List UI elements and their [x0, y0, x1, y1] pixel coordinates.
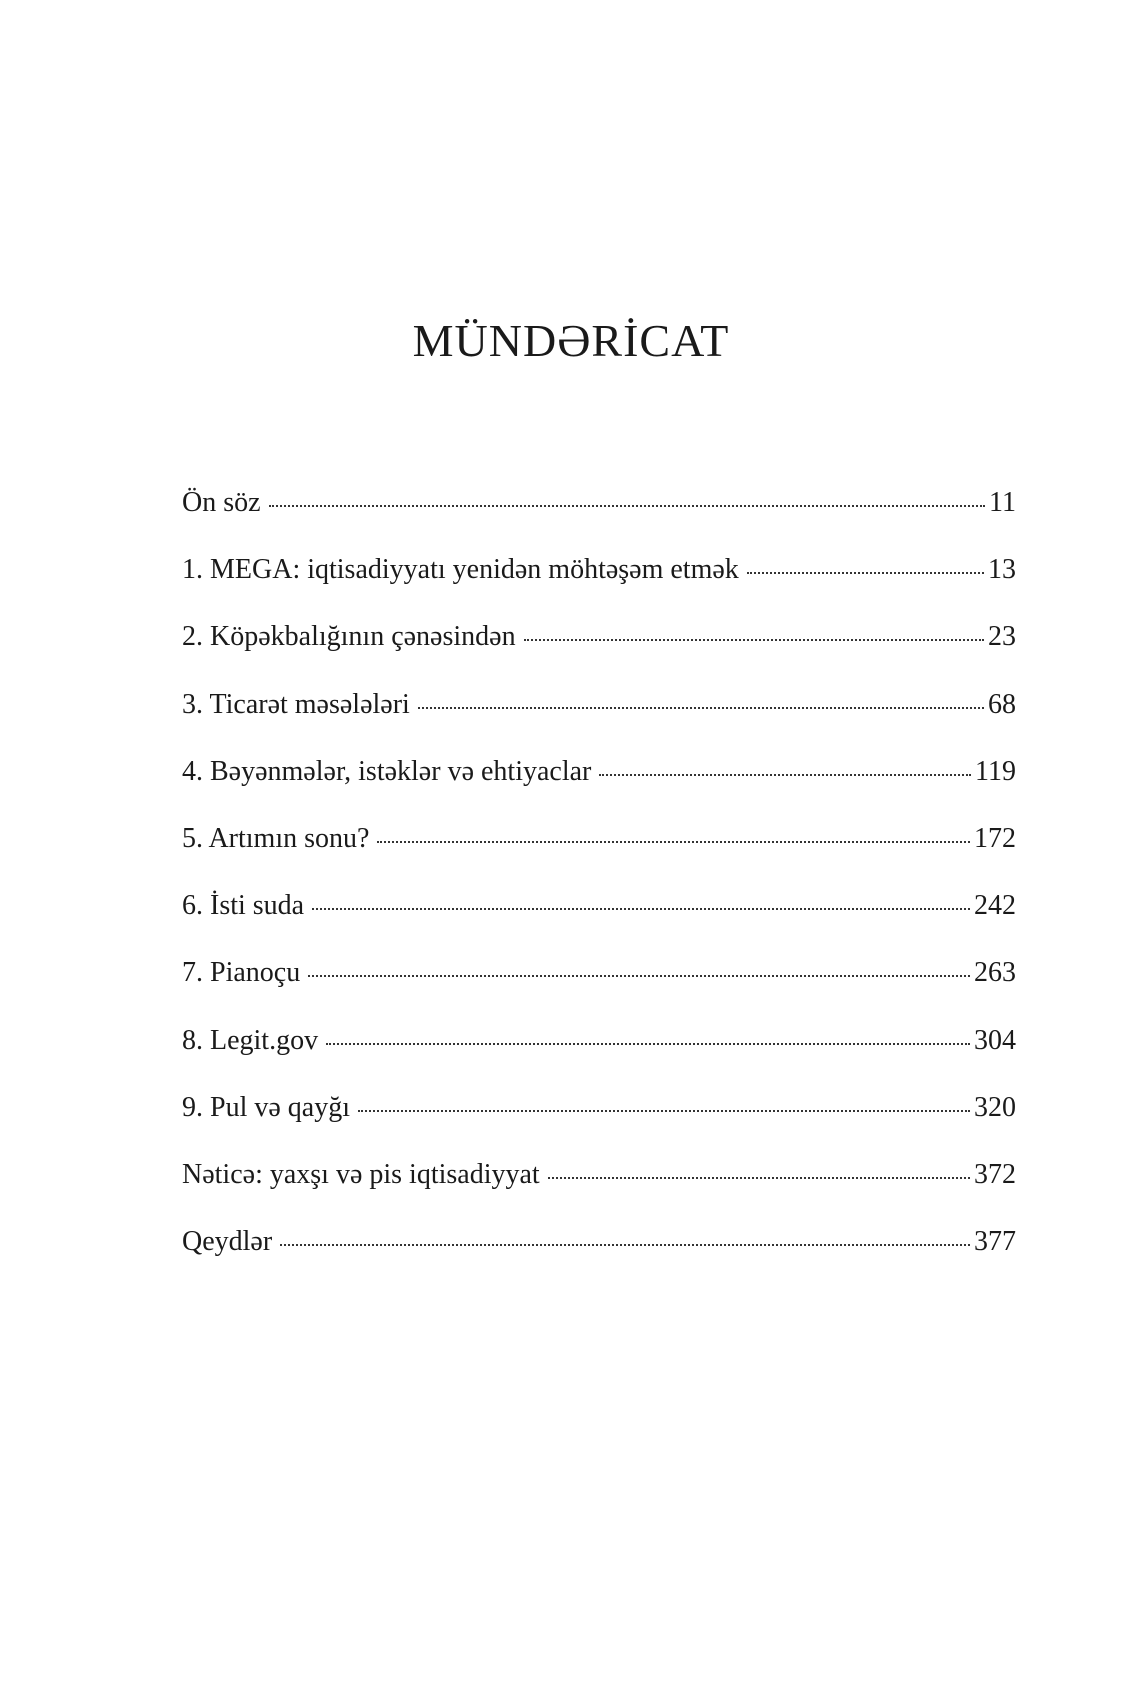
dot-leader [599, 774, 971, 776]
toc-entry-page-number: 372 [974, 1158, 1016, 1190]
toc-entry-label: Nəticə: yaxşı və pis iqtisadiyyat [182, 1158, 540, 1190]
dot-leader [280, 1244, 970, 1246]
toc-entry-page-number: 320 [974, 1091, 1016, 1123]
toc-entry-label: 1. MEGA: iqtisadiyyatı yenidən möhtəşəm etmək [182, 554, 739, 586]
toc-entry-label: Qeydlər [182, 1226, 273, 1258]
toc-entry-label: 7. Pianoçu [182, 957, 301, 989]
dot-leader [326, 1043, 970, 1045]
toc-entry-label: 4. Bəyənmələr, istəklər və ehtiyaclar [182, 755, 592, 787]
toc-entry-notes[interactable] [182, 1228, 1016, 1295]
toc-entry-page-number: 263 [974, 957, 1016, 989]
toc-entry-preface[interactable] [182, 489, 1016, 556]
toc-entry-conclusion[interactable] [182, 1158, 1016, 1228]
toc-entry-label: 9. Pul və qayğı [182, 1091, 350, 1123]
toc-entry-page-number: 13 [988, 554, 1016, 586]
toc-entry-label: Ön söz [182, 487, 261, 518]
toc-entry-label: 3. Ticarət məsələləri [182, 688, 410, 720]
page-title: MÜNDƏRİCAT [412, 315, 730, 366]
dot-leader [358, 1110, 970, 1112]
table-of-contents [182, 489, 1016, 1295]
toc-entry-page-number: 304 [974, 1024, 1016, 1056]
toc-entry-chapter-7[interactable] [182, 959, 1016, 1026]
toc-entry-page-number: 23 [988, 621, 1016, 653]
toc-entry-chapter-6[interactable] [182, 892, 1016, 959]
toc-entry-page-number: 242 [974, 890, 1016, 922]
toc-entry-page-number: 377 [974, 1226, 1016, 1258]
dot-leader [548, 1177, 970, 1179]
toc-entry-chapter-8[interactable] [182, 1024, 1016, 1094]
toc-entry-chapter-9[interactable] [182, 1091, 1016, 1161]
toc-entry-page-number: 172 [974, 822, 1016, 854]
dot-leader [524, 639, 984, 641]
toc-entry-chapter-4[interactable] [182, 755, 1016, 825]
toc-entry-page-number: 119 [975, 755, 1016, 787]
dot-leader [418, 707, 984, 709]
toc-entry-label: 5. Artımın sonu? [182, 822, 370, 854]
toc-entry-page-number: 11 [989, 487, 1016, 518]
dot-leader [312, 908, 970, 910]
toc-entry-label: 8. Legit.gov [182, 1024, 319, 1056]
toc-entry-chapter-3[interactable] [182, 688, 1016, 758]
toc-entry-page-number: 68 [988, 688, 1016, 720]
toc-entry-chapter-5[interactable] [182, 822, 1016, 892]
dot-leader [747, 572, 984, 574]
toc-entry-chapter-2[interactable] [182, 623, 1016, 690]
toc-entry-chapter-1[interactable] [182, 556, 1016, 623]
toc-entry-label: 6. İsti suda [182, 890, 305, 922]
dot-leader [269, 505, 985, 507]
dot-leader [308, 975, 970, 977]
dot-leader [377, 841, 970, 843]
toc-entry-label: 2. Köpəkbalığının çənəsindən [182, 621, 516, 653]
